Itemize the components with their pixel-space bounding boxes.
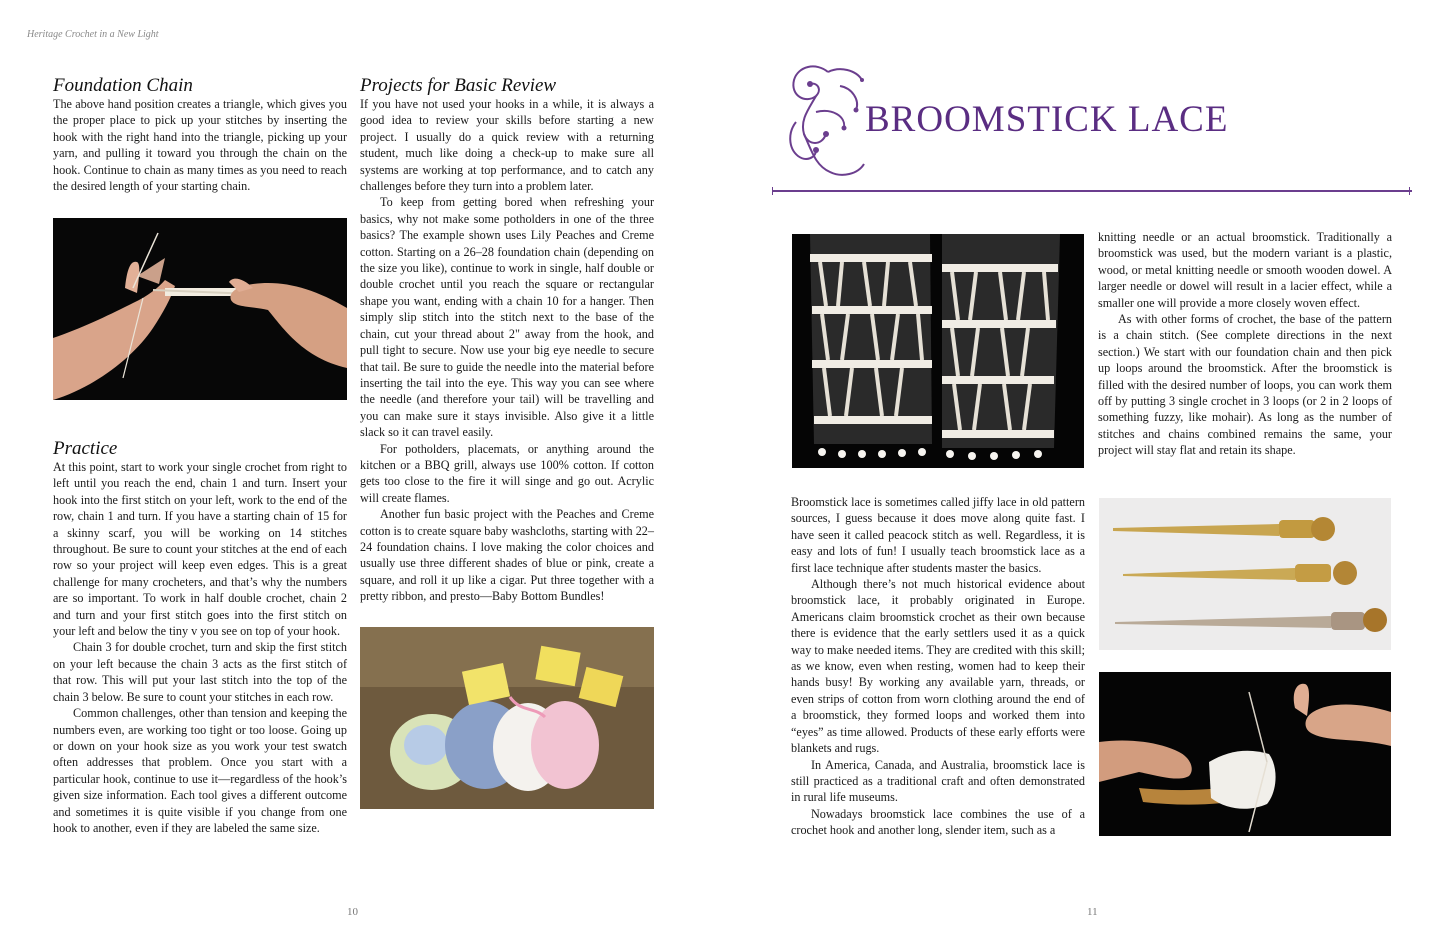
page-number-right: 11	[1087, 906, 1098, 918]
paragraph: For potholders, placemats, or anything around the kitchen or a BBQ grill, always use 100% cotton. If cotton gets too close to the fire it will singe and go out. Acrylic will create flames.	[360, 441, 654, 505]
paragraph: As with other forms of crochet, the base of the pattern is a chain stitch. (See complete directions in the next section.) We start with our foundation chain and then pick up loops around the broomstick. After the broomstick is filled with the desired number of loops, you can work them off by putting 3 single crochet in 3 loops (or 2 in 2 loops of something fuzzy, like mohair). As long as the number of stitches and chains combined remains the same, your project will stay flat and retain its shape.	[1098, 312, 1392, 458]
foundation-text	[53, 96, 347, 194]
paragraph: The above hand position creates a triangle, which gives you the proper place to pick up your stitches by inserting the hook with the right hand into the triangle, picking up your yarn, and pulling it toward you through the chain on the hook. Continue to chain as many times as you need to reach the desired length of your starting chain.	[53, 97, 347, 194]
paragraph: In America, Canada, and Australia, broomstick lace is still practiced as a traditional craft and often demonstrated in rural life museums.	[791, 757, 1085, 805]
photo-broomstick-scarves	[792, 234, 1084, 468]
photo-baby-bundles	[360, 627, 654, 809]
heading-foundation-chain: Foundation Chain	[53, 75, 193, 96]
rule-cap-left	[772, 187, 779, 195]
review-text	[360, 96, 654, 605]
flourish-ornament-icon	[786, 62, 866, 180]
photo-hands-chain	[53, 218, 347, 400]
paragraph: Broomstick lace is sometimes called jiffy lace in old pattern sources, I guess because it does move along quite fast. I have seen it called peacock stitch as well. Regardless, it is easy and lots of fun! I usually teach broomstick lace as a first lace technique after students master the basics.	[791, 495, 1085, 575]
paragraph: If you have not used your hooks in a while, it is always a good idea to review your skills before starting a new project. I usually do a quick review with a returning student, much like doing a check-up to make sure all systems are working at top performance, and to catch any challenges before they turn into a problem later.	[360, 97, 654, 194]
paragraph: To keep from getting bored when refreshing your basics, why not make some potholders in one of the three basics? The example shown uses Lily Peaches and Creme cotton. Starting on a 26–28 foundation chain (depending on the size you like), continue to work in single, half double or double crochet until you reach the square or rectangular shape you want, ending with a chain 10 for a hanger. Then simply slip stitch into the stitch next to the base of the chain, cut your thread about 2" away from the hook, and pull tight to secure. Now use your big eye needle to secure that tail. Be sure to guide the needle into the material before inserting the tail into the eye. This way you can see where the needle (and therefore your tail) will be travelling and you can make sure it stays invisible. Also give it a little slack so it can travel easily.	[360, 195, 654, 440]
photo-wooden-needles	[1099, 498, 1391, 650]
paragraph: Chain 3 for double crochet, turn and skip the first stitch on your left because the chain 3 acts as the first stitch of that row. This will put your last stitch into the top of the chain 3 below. Be sure to count your stitches in each row.	[53, 640, 347, 704]
paragraph: knitting needle or an actual broomstick. Traditionally a broomstick was used, but the modern variant is a plastic, wood, or metal knitting needle or smooth wooden dowel. A larger needle or dowel will result in a lacier effect, while a smaller one will provide a more closely woven effect.	[1098, 230, 1392, 310]
page-number-left: 10	[347, 906, 358, 918]
running-head: Heritage Crochet in a New Light	[27, 29, 159, 40]
chapter-title: BROOMSTICK LACE	[865, 99, 1229, 140]
heading-practice: Practice	[53, 438, 118, 459]
practice-text	[53, 459, 347, 836]
lower-left-text	[791, 494, 1085, 839]
rule-cap-right	[1409, 187, 1416, 195]
heading-projects-basic-review: Projects for Basic Review	[360, 75, 557, 96]
photo-hands-broomstick	[1099, 672, 1391, 836]
paragraph: Although there’s not much historical evidence about broomstick lace, it probably originated in Europe. Americans claim broomstick crochet as their own because there is evidence that the early settlers used it as a quick way to make needed items. They are credited with this skill; as we know, even when resting, women had to keep their hands busy! By working any available yarn, threads, or even strips of cotton from worn clothing around the end of a broomstick, they formed loops and worked them into “eyes” as time allowed. Products of these early efforts were blankets and rugs.	[791, 577, 1085, 756]
paragraph: Another fun basic project with the Peaches and Creme cotton is to create square baby washcloths, starting with 22–24 foundation chains. I love making the color choices and usually use three different shades of blue or pink, create a square, and roll it up like a cigar. Put three together with a pretty ribbon, and presto—Baby Bottom Bundles!	[360, 507, 654, 604]
paragraph: Nowadays broomstick lace combines the use of a crochet hook and another long, slender item, such as a	[791, 806, 1085, 838]
title-rule	[772, 190, 1412, 192]
paragraph: Common challenges, other than tension and keeping the numbers even, are working too tight or too loose. Going up or down on your hook size as you work your test swatch often addresses that problem. Once you start with a particular hook, continue to use it—regardless of the hook’s given size information. Each tool gives a different outcome and sometimes it is quite visible if you change from one hook to another, even if they are labeled the same size.	[53, 706, 347, 835]
paragraph: At this point, start to work your single crochet from right to left until you reach the end, chain 1 and turn. Insert your hook into the first stitch on your left, work to the end of the row, chain 1 and turn. If you have a starting chain of 15 for a skinny scarf, you will be working on 14 stitches throughout. Be sure to count your stitches at the end of each row so your project will keep even edges. This is a great challenge for many crocheters, and that’s why the numbers are so important. To work in half double crochet, chain 2 and turn and your first stitch goes into the first stitch on your left and below the tiny v you see on top of your hook.	[53, 460, 347, 639]
top-right-text	[1098, 229, 1392, 459]
